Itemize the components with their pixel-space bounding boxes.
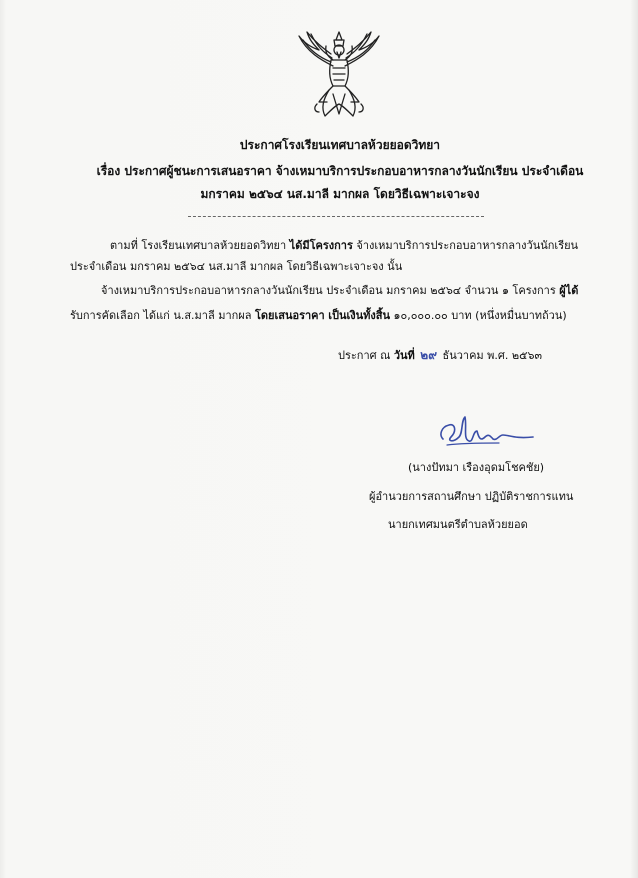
body-text: จ้างเหมาบริการประกอบอาหารกลางวันนักเรียน (352, 239, 579, 252)
signatory-name: (นางปัทมา เรืองอุดมโชคชัย) (408, 461, 545, 474)
dashed-divider (188, 216, 484, 217)
body-text: ๑๐,๐๐๐.๐๐ บาท (หนึ่งหมื่นบาทถ้วน) (390, 309, 567, 322)
garuda-emblem-icon (293, 30, 385, 118)
body-paragraph-2-line-2 (70, 306, 567, 324)
date-label: วันที่ (393, 349, 415, 362)
body-paragraph-1-line-1 (110, 236, 578, 254)
body-text-bold: เป็นเงินทั้งสิ้น (328, 309, 390, 322)
body-text-bold: ผู้ได้ (559, 284, 579, 297)
body-text: จ้างเหมาบริการประกอบอาหารกลางวันนักเรียน ประจำเดือน มกราคม ๒๕๖๔ จำนวน ๑ โครงการ (101, 284, 560, 297)
date-prefix: ประกาศ ณ (338, 349, 394, 362)
signatory-position: ผู้อำนวยการสถานศึกษา ปฏิบัติราชการแทน (369, 490, 574, 503)
body-paragraph-1-line-2: ประจำเดือน มกราคม ๒๕๖๔ นส.มาลี มากผล โดยวิธีเฉพาะเจาะจง นั้น (70, 260, 403, 273)
announcement-date (338, 346, 542, 365)
announcement-subject-cont: มกราคม ๒๕๖๔ นส.มาลี มากผล โดยวิธีเฉพาะเจาะจง (200, 187, 480, 201)
body-text: ตามที่ โรงเรียนเทศบาลห้วยยอดวิทยา (110, 239, 290, 252)
announcement-title: ประกาศโรงเรียนเทศบาลห้วยยอดวิทยา (239, 138, 441, 152)
handwritten-signature (433, 413, 537, 455)
date-month-year: ธันวาคม พ.ศ. ๒๕๖๓ (442, 349, 542, 362)
body-text: รับการคัดเลือก ได้แก่ น.ส.มาลี มากผล (70, 309, 255, 322)
body-text-bold: ได้มีโครงการ (289, 239, 353, 252)
body-text-bold: โดยเสนอราคา (255, 309, 325, 322)
announcement-subject: เรื่อง ประกาศผู้ชนะการเสนอราคา จ้างเหมาบริการประกอบอาหารกลางวันนักเรียน ประจำเดือน (96, 164, 584, 178)
handwritten-day: ๒๙ (420, 348, 437, 362)
signatory-position-2: นายกเทศมนตรีตำบลห้วยยอด (388, 518, 528, 531)
body-paragraph-2-line-1 (101, 281, 578, 299)
